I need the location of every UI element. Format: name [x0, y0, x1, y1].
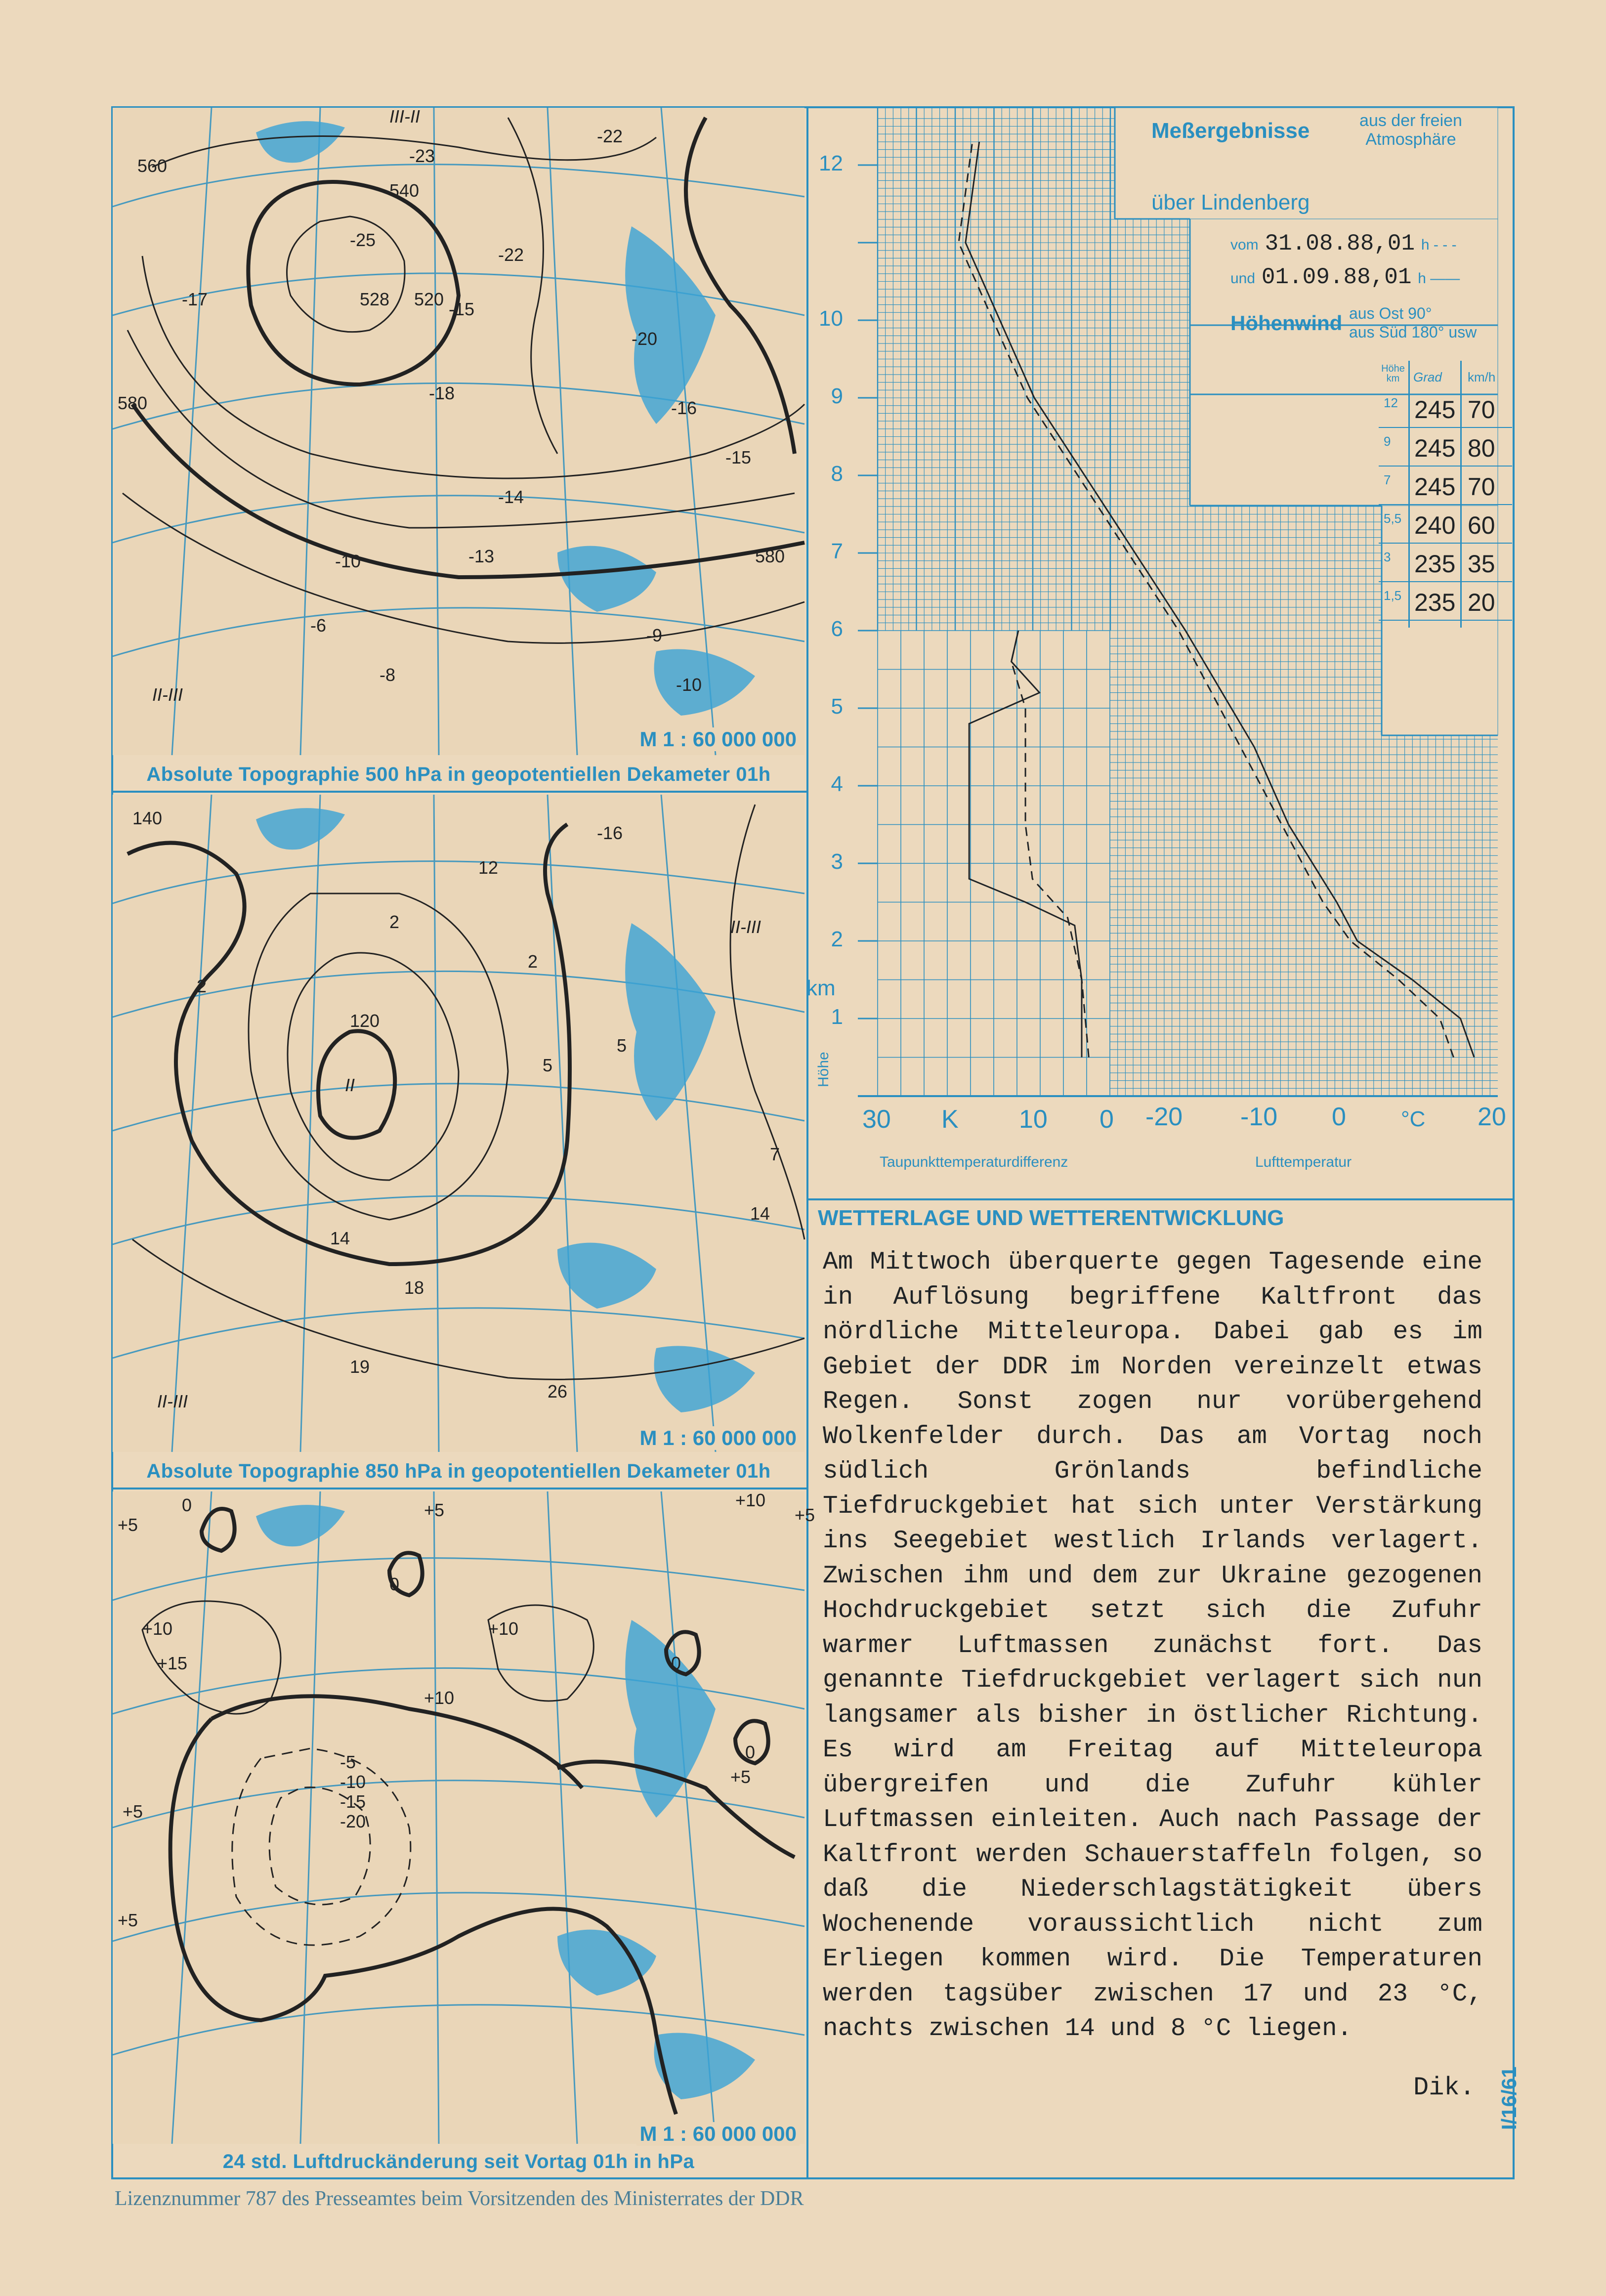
date2-suffix: h ——: [1418, 270, 1460, 287]
map2-label: 140: [132, 808, 163, 828]
map2-label: -16: [597, 823, 623, 843]
wind-row-speed: 80: [1468, 434, 1495, 462]
map3-label: +5: [123, 1801, 143, 1822]
map-pressure-change-drawing: [113, 1490, 815, 2144]
x-tick-minus10: -10: [1240, 1103, 1278, 1131]
map1-label: -10: [676, 675, 702, 695]
wind-row-height: 7: [1384, 472, 1391, 487]
wind-from-east: aus Ost 90°: [1349, 304, 1432, 322]
map2-scale: M 1 : 60 000 000: [636, 1426, 800, 1450]
wind-row-divider: [1379, 620, 1512, 621]
map2-label: 2: [197, 976, 207, 996]
wind-row-speed: 70: [1468, 473, 1495, 501]
map1-label: -25: [350, 230, 376, 250]
map2-label: 2: [389, 912, 400, 932]
x-tick-30: 30: [862, 1105, 891, 1134]
map1-label: -20: [632, 329, 658, 349]
wind-row-direction: 245: [1414, 396, 1456, 424]
signature: Dik.: [1413, 2073, 1475, 2102]
map3-label: +5: [424, 1500, 445, 1520]
map3-label: +10: [424, 1688, 455, 1708]
y-unit: km: [806, 976, 836, 1000]
map1-label: -15: [725, 447, 752, 468]
map2-label: 12: [478, 857, 499, 878]
map1-caption: Absolute Topographie 500 hPa in geopotentiellen Dekameter 01h: [146, 764, 771, 785]
wind-row-height: 1,5: [1384, 588, 1402, 603]
map3-label: -10: [340, 1772, 366, 1792]
map1-label: -9: [646, 625, 663, 645]
map1-label: -22: [498, 245, 524, 265]
map3-label: -5: [340, 1752, 356, 1772]
wind-col-divider: [1460, 361, 1462, 628]
map3-label: +10: [735, 1490, 766, 1510]
y-tick-label: 8: [831, 462, 843, 486]
x-tick-0: 0: [1099, 1105, 1114, 1134]
map1-label: 528: [360, 289, 390, 309]
map3-label: +5: [118, 1515, 138, 1535]
dewpoint-curve: [1012, 631, 1089, 1058]
map2-label: 7: [770, 1144, 780, 1164]
y-axis-label: Höhe: [815, 1052, 832, 1087]
map1-label: -16: [671, 398, 697, 418]
date-row-2: [1230, 262, 1460, 290]
map-850hpa-drawing: [113, 795, 804, 1452]
wind-header-grad: Grad: [1413, 370, 1442, 384]
map1-label: II-III: [152, 684, 183, 705]
map1-label: -8: [380, 665, 396, 685]
wind-row-direction: 235: [1414, 589, 1456, 616]
map3-label: +5: [795, 1505, 815, 1525]
map1-label: -22: [597, 126, 623, 146]
weather-title: WETTERLAGE UND WETTERENTWICKLUNG: [818, 1206, 1284, 1230]
map1-label: 520: [414, 289, 444, 309]
wind-row-divider: [1379, 466, 1512, 467]
map1-scale: M 1 : 60 000 000: [636, 727, 800, 751]
wind-row-height: 12: [1384, 395, 1398, 410]
x-left-label: Taupunkttemperaturdifferenz: [880, 1154, 1068, 1170]
weather-text: [823, 1245, 1482, 2047]
map2-caption: Absolute Topographie 850 hPa in geopotentiellen Dekameter 01h: [146, 1460, 771, 1482]
map1-label: 560: [137, 156, 168, 176]
x-tick-k: K: [941, 1105, 959, 1134]
map3-label: 0: [182, 1495, 192, 1515]
map2-label: II: [345, 1075, 355, 1095]
sounding-subtitle: [1352, 111, 1470, 149]
map3-label: +10: [488, 1618, 519, 1639]
y-tick-label: 4: [831, 772, 843, 796]
map1-label: -17: [182, 289, 208, 309]
y-tick-label: 5: [831, 694, 843, 719]
y-tick-label: 1: [831, 1005, 843, 1029]
wind-label: Höhenwind: [1230, 311, 1343, 335]
wind-row-speed: 70: [1468, 396, 1495, 424]
wind-directions: [1349, 304, 1477, 341]
wind-row-height: 5,5: [1384, 511, 1402, 526]
subtitle-line-2: Atmosphäre: [1365, 130, 1456, 149]
wind-row-direction: 240: [1414, 511, 1456, 539]
map3-caption: 24 std. Luftdruckänderung seit Vortag 01h in hPa: [222, 2151, 695, 2172]
wind-row-speed: 35: [1468, 550, 1495, 578]
map-pressure-change: [113, 1490, 815, 2145]
sounding-title: Meßergebnisse: [1151, 119, 1310, 143]
map2-label: 120: [350, 1011, 380, 1031]
date1: 31.08.88,01: [1265, 231, 1415, 256]
y-tick-label: 2: [831, 927, 843, 951]
wind-row-height: 9: [1384, 434, 1391, 449]
map2-label: 5: [617, 1035, 627, 1056]
y-tick-label: 3: [831, 850, 843, 874]
map2-label: 19: [350, 1357, 370, 1377]
map-850hpa: [113, 795, 804, 1452]
date2-prefix: und: [1230, 270, 1256, 287]
map3-label: +5: [118, 1910, 138, 1930]
x-tick-10: 10: [1019, 1105, 1048, 1134]
map3-label: 0: [671, 1653, 681, 1673]
y-tick-label: 10: [819, 306, 843, 331]
wind-row-direction: 245: [1414, 473, 1456, 501]
wind-row-divider: [1379, 581, 1512, 582]
map2-label: 26: [548, 1381, 568, 1402]
map3-label: +5: [730, 1767, 751, 1787]
map2-label: II-III: [157, 1391, 188, 1411]
map2-label: 2: [528, 951, 538, 972]
x-tick-minus20: -20: [1145, 1103, 1183, 1131]
sheet-number: I/16/61: [1497, 2066, 1521, 2130]
map2-label: II-III: [730, 917, 761, 937]
dewpoint-curve: [969, 631, 1082, 1058]
map1-label: -6: [310, 615, 327, 636]
wind-table: [1379, 361, 1512, 628]
map1-label: -15: [449, 299, 475, 319]
map3-label: -15: [340, 1791, 366, 1812]
wind-row-divider: [1379, 543, 1512, 544]
license-line: Lizenznummer 787 des Presseamtes beim Vorsitzenden des Ministerrates der DDR: [115, 2187, 804, 2210]
map-divider-1: [113, 791, 806, 793]
map1-label: 580: [118, 393, 148, 413]
map1-label: III-II: [389, 106, 420, 127]
map3-label: -20: [340, 1811, 366, 1831]
wind-row-speed: 60: [1468, 511, 1495, 539]
map2-label: 14: [330, 1228, 350, 1248]
y-tick-label: 7: [831, 539, 843, 563]
wind-from-south: aus Süd 180° usw: [1349, 323, 1477, 341]
wind-row-direction: 245: [1414, 434, 1456, 462]
date1-suffix: h - - -: [1421, 237, 1457, 253]
weather-paragraph: Am Mittwoch überquerte gegen Tagesende eine in Auflösung begriffene Kaltfront das nördliche Mitteleuropa. Dabei gab es im Gebiet der DDR im Norden vereinzelt etwas Regen. Sonst zogen nur vorübergehend Wolkenfelder durch. Das am Vortag noch südlich Grönlands befindliche Tiefdruckgebiet hat sich unter Verstärkung ins Seegebiet westlich Irlands verlagert. Zwischen ihm und dem zur Ukraine gezogenen Hochdruckgebiet setzt sich die Zufuhr warmer Luftmassen zunächst fort. Das genannte Tiefdruckgebiet verlagert sich nun langsamer als bisher in östlicher Richtung. Es wird am Freitag auf Mitteleuropa übergreifen und die Zufuhr kühler Luftmassen einleiten. Auch nach Passage der Kaltfront werden Schauerstaffeln folgen, so daß die Niederschlagstätigkeit übers Wochenende voraussichtlich nicht zum Erliegen kommen wird. Die Temperaturen werden tagsüber zwischen 17 und 23 °C, nachts zwischen 14 und 8 °C liegen.: [823, 1248, 1482, 2043]
x-right-label: Lufttemperatur: [1255, 1154, 1352, 1170]
map2-label: 5: [543, 1055, 553, 1075]
wind-col-divider: [1408, 361, 1410, 628]
y-tick-label: 12: [819, 151, 843, 175]
map3-label: 0: [745, 1742, 756, 1762]
x-tick-0c: 0: [1332, 1103, 1346, 1131]
map1-label: 540: [389, 180, 420, 201]
map1-label: 580: [755, 546, 785, 566]
map3-scale: M 1 : 60 000 000: [636, 2122, 800, 2146]
wind-row-height: 3: [1384, 550, 1391, 564]
map1-label: -23: [409, 146, 435, 166]
map3-label: +10: [142, 1618, 173, 1639]
map1-label: -18: [429, 383, 455, 403]
date1-prefix: vom: [1230, 237, 1259, 253]
map-500hpa: [113, 108, 804, 755]
map3-label: 0: [389, 1574, 400, 1594]
date2: 01.09.88,01: [1261, 264, 1412, 290]
x-tick-unit: °C: [1401, 1107, 1426, 1131]
x-tick-20: 20: [1478, 1103, 1506, 1131]
map2-label: 14: [750, 1203, 770, 1224]
wind-row-divider: [1379, 427, 1512, 428]
map3-label: +15: [157, 1653, 188, 1673]
y-tick-label: 6: [831, 617, 843, 641]
wind-row-divider: [1379, 504, 1512, 505]
map1-label: -13: [468, 546, 495, 566]
text-divider: [808, 1198, 1515, 1200]
date-row-1: [1230, 228, 1457, 256]
map2-label: 18: [404, 1277, 424, 1298]
wind-header-height: Höhe km: [1381, 363, 1405, 384]
wind-header-speed: km/h: [1468, 370, 1496, 384]
sounding-location: über Lindenberg: [1151, 190, 1310, 214]
map1-label: -14: [498, 487, 524, 507]
map-500hpa-drawing: [113, 108, 804, 755]
map-divider-2: [113, 1488, 806, 1489]
wind-row-speed: 20: [1468, 589, 1495, 616]
y-tick-label: 9: [831, 384, 843, 408]
wind-row-direction: 235: [1414, 550, 1456, 578]
map1-label: -10: [335, 551, 361, 571]
subtitle-line-1: aus der freien: [1359, 111, 1462, 130]
